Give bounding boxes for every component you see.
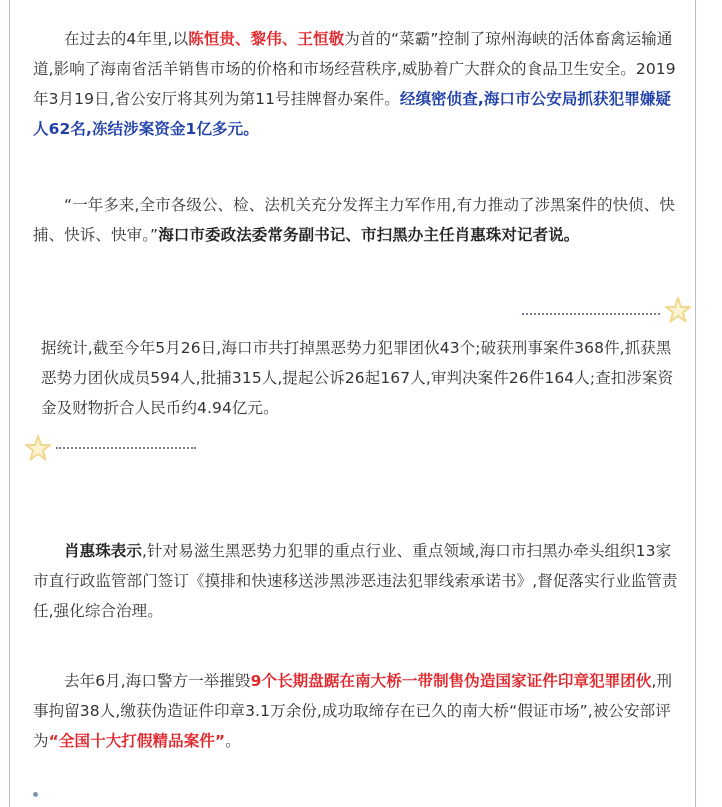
name-chen-henggui: 陈恒贵 xyxy=(188,30,236,48)
gang-highlight: 9个长期盘踞在南大桥一带制售伪造国家证件印章犯罪团伙 xyxy=(250,672,652,690)
paragraph-quote xyxy=(33,190,685,250)
name-li-wei: 黎伟 xyxy=(250,30,282,48)
case-description: 为首的“菜霸”控制了琼州海峡的活体畜禽运输通道,影响了海南省活羊销售市场的价格和市场经营秩序,威胁着广大群众的食品卫生安全。2019年3月19日,省公安厅将其列为第11号挂牌督办案件。 xyxy=(33,30,676,108)
name-wang-hengjing: 王恒敬 xyxy=(297,30,345,48)
case-text-start: 去年6月,海口警方一举摧毁 xyxy=(64,672,251,690)
quote-attribution: 海口市委政法委常务副书记、市扫黑办主任肖惠珠对记者说。 xyxy=(158,226,580,244)
paragraph-measures xyxy=(33,536,685,626)
arrest-highlight: 经缜密侦查,海口市公安局抓获犯罪嫌疑人62名,冻结涉案资金1亿多元。 xyxy=(33,90,672,138)
bullet-dot xyxy=(33,792,38,797)
name-separator: 、 xyxy=(235,30,251,48)
case-text-middle: ,刑事拘留38人,缴获伪造证件印章3.1万余份,成功取缔存在已久的南大桥“假证市场”,被公安部评为 xyxy=(33,672,673,750)
speaker-name: 肖惠珠表示 xyxy=(64,542,143,560)
official-quote: “一年多来,全市各级公、检、法机关充分发挥主力军作用,有力推动了涉黑案件的快侦、快捕、快诉、快审。” xyxy=(33,196,675,244)
dotted-divider-top xyxy=(522,313,660,315)
star-icon xyxy=(24,434,52,462)
paragraph-statistics xyxy=(41,333,681,423)
statistics-text: 据统计,截至今年5月26日,海口市共打掉黑恶势力犯罪团伙43个;破获刑事案件368件,抓获黑恶势力团伙成员594人,批捕315人,提起公诉26起167人,审判决案件26件164人;查扣涉案资金及财物折合人民币约4.94亿元。 xyxy=(41,339,674,417)
measures-text: ,针对易滋生黑恶势力犯罪的重点行业、重点领域,海口市扫黑办牵头组织13家市直行政监管部门签订《摸排和快速移送涉黑涉恶违法犯罪线索承诺书》,督促落实行业监管责任,强化综合治理。 xyxy=(33,542,678,620)
case-text-end: 。 xyxy=(225,732,241,750)
paragraph-case-intro xyxy=(33,24,685,144)
star-icon xyxy=(664,296,692,324)
dotted-divider-bottom xyxy=(56,447,196,449)
paragraph-fake-certificate-case xyxy=(33,666,685,756)
award-highlight: “全国十大打假精品案件” xyxy=(48,732,226,750)
intro-text: 在过去的4年里,以 xyxy=(64,30,189,48)
name-separator: 、 xyxy=(281,30,298,48)
